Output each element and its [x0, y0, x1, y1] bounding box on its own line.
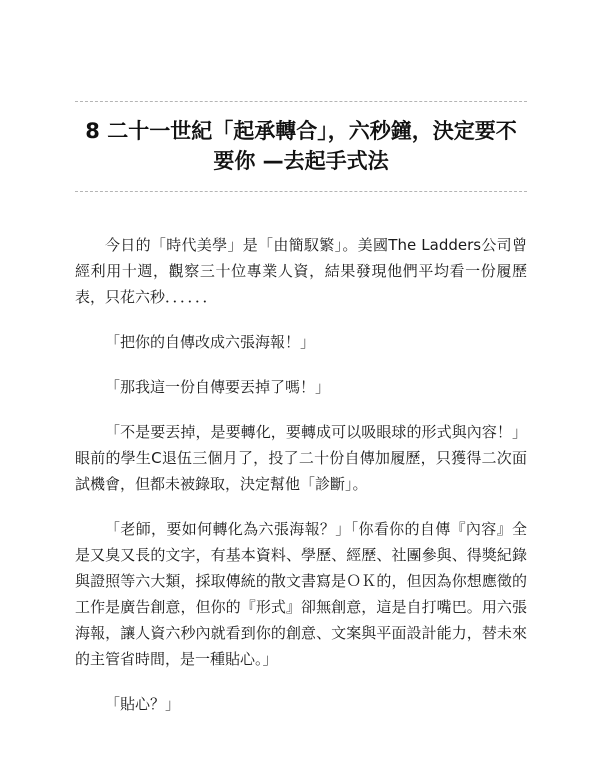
paragraph: 「把你的自傳改成六張海報！」 [105, 333, 316, 351]
top-divider [75, 101, 527, 102]
bottom-divider [75, 191, 527, 192]
paragraph: 「老師，要如何轉化為六張海報？」「你看你的自傳『內容』全是又臭又長的文字，有基本資料、學歷、經歷、社團參與、得獎紀錄與證照等六大類，採取傳統的散文書寫是ＯＫ的，但因為你想應徵的工作是廣告創意，但你的『形式』卻無創意，這是自打嘴巴。用六張海報，讓人資六秒內就看到你的創意、文案與平面設計能力，替未來的主管省時間，是一種貼心。」 [75, 520, 527, 668]
paragraph: 「不是要丟掉，是要轉化，要轉成可以吸眼球的形式與內容！」眼前的學生C退伍三個月了，投了二十份自傳加履歷，只獲得二次面試機會，但都未被錄取，決定幫他「診斷」。 [75, 423, 527, 493]
paragraph: 今日的「時代美學」是「由簡馭繁」。美國The Ladders公司曾經利用十週，觀察三十位專業人資，結果發現他們平均看一份履歷表，只花六秒．．．．．． [75, 236, 527, 306]
paragraph: 「貼心？」 [105, 695, 181, 713]
paragraph: 「那我這一份自傳要丟掉了嗎！」 [105, 378, 331, 396]
chapter-title: 8 二十一世紀「起承轉合」，六秒鐘，決定要不要你 —去起手式法 [85, 119, 517, 173]
body-text [75, 232, 527, 736]
